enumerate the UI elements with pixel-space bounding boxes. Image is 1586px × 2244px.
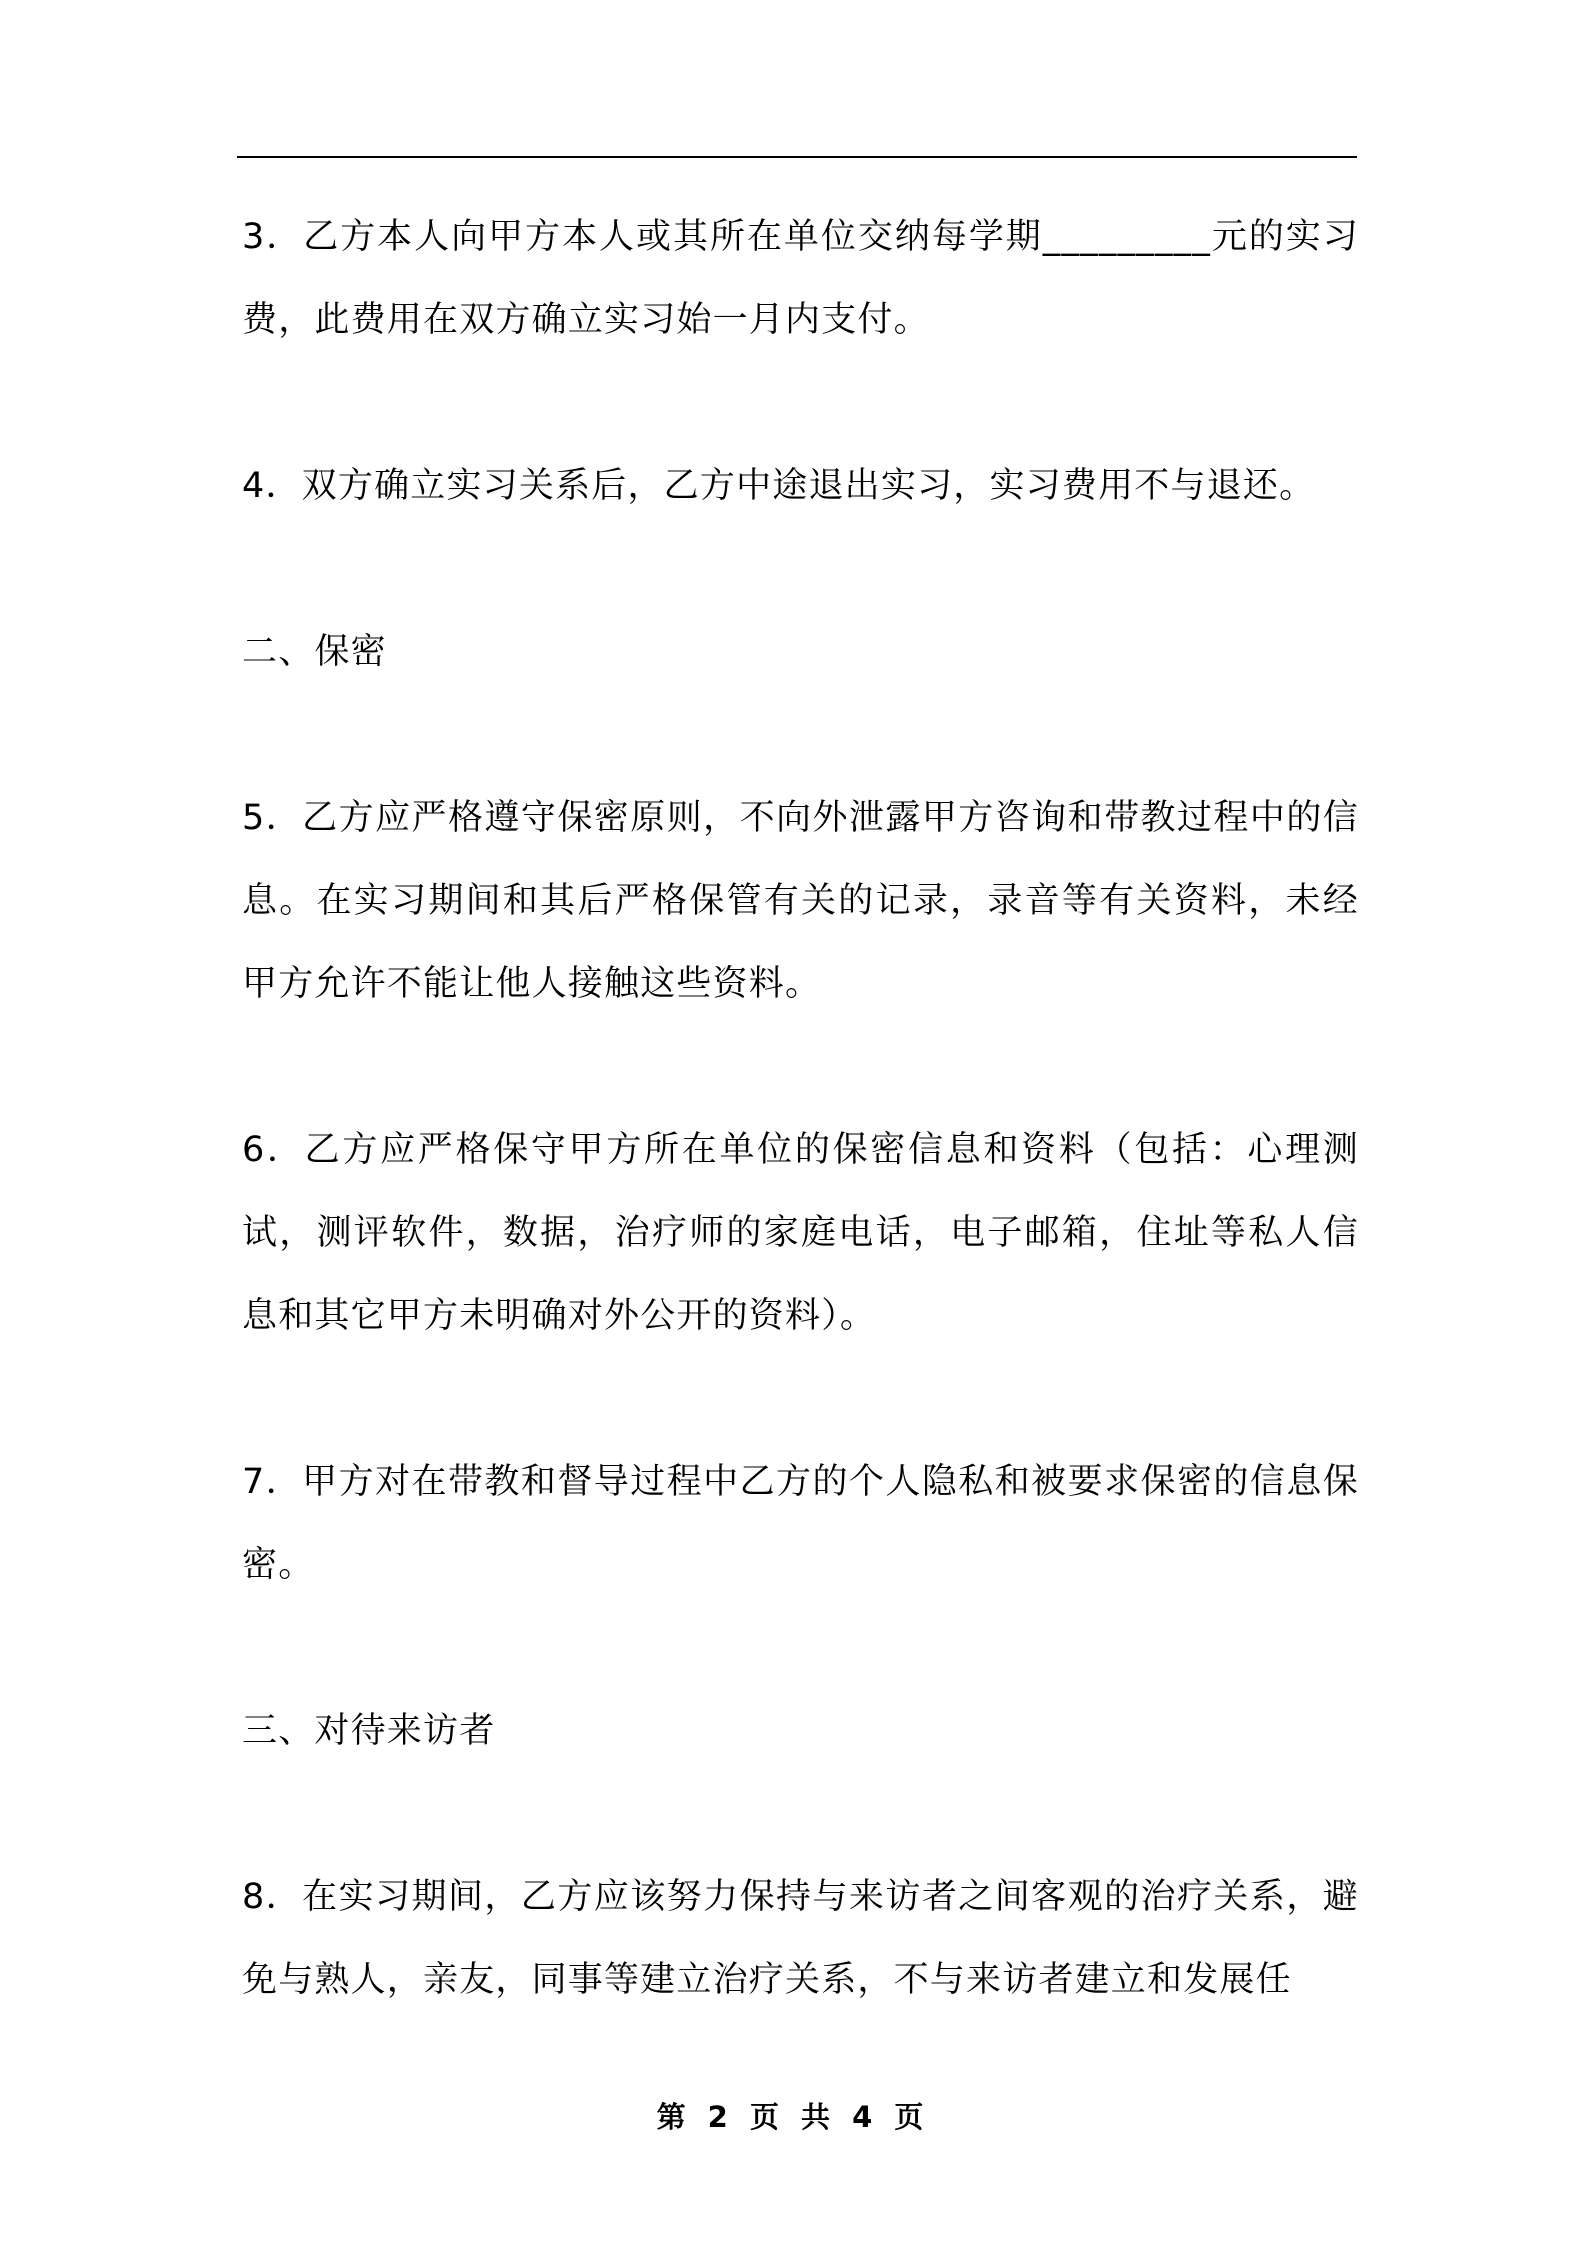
- paragraph-gap: [242, 1026, 1359, 1109]
- clause-5: 5．乙方应严格遵守保密原则，不向外泄露甲方咨询和带教过程中的信息。在实习期间和其后严格保管有关的记录，录音等有关资料，未经甲方允许不能让他人接触这些资料。: [242, 798, 1359, 1004]
- page-number-footer: 第 2 页 共 4 页: [656, 2100, 930, 2134]
- document-body: [242, 196, 1359, 2022]
- clause-8: 8．在实习期间，乙方应该努力保持与来访者之间客观的治疗关系，避免与熟人，亲友，同事等建立治疗关系，不与来访者建立和发展任: [242, 1877, 1359, 2000]
- clause-4: 4．双方确立实习关系后，乙方中途退出实习，实习费用不与退还。: [242, 466, 1316, 506]
- paragraph-gap: [242, 362, 1359, 445]
- clause-6: 6．乙方应严格保守甲方所在单位的保密信息和资料（包括：心理测试，测评软件，数据，治疗师的家庭电话，电子邮箱，住址等私人信息和其它甲方未明确对外公开的资料）。: [242, 1130, 1359, 1336]
- paragraph-gap: [242, 694, 1359, 777]
- clause-3: 3．乙方本人向甲方本人或其所在单位交纳每学期_________元的实习费，此费用在双方确立实习始一月内支付。: [242, 217, 1359, 340]
- paragraph-gap: [242, 1773, 1359, 1856]
- section-heading-confidentiality: 二、保密: [242, 632, 387, 672]
- paragraph-gap: [242, 528, 1359, 611]
- clause-7: 7．甲方对在带教和督导过程中乙方的个人隐私和被要求保密的信息保密。: [242, 1462, 1359, 1585]
- paragraph-gap: [242, 1358, 1359, 1441]
- paragraph-gap: [242, 1607, 1359, 1690]
- section-heading-visitors: 三、对待来访者: [242, 1711, 496, 1751]
- header-divider: [237, 156, 1357, 158]
